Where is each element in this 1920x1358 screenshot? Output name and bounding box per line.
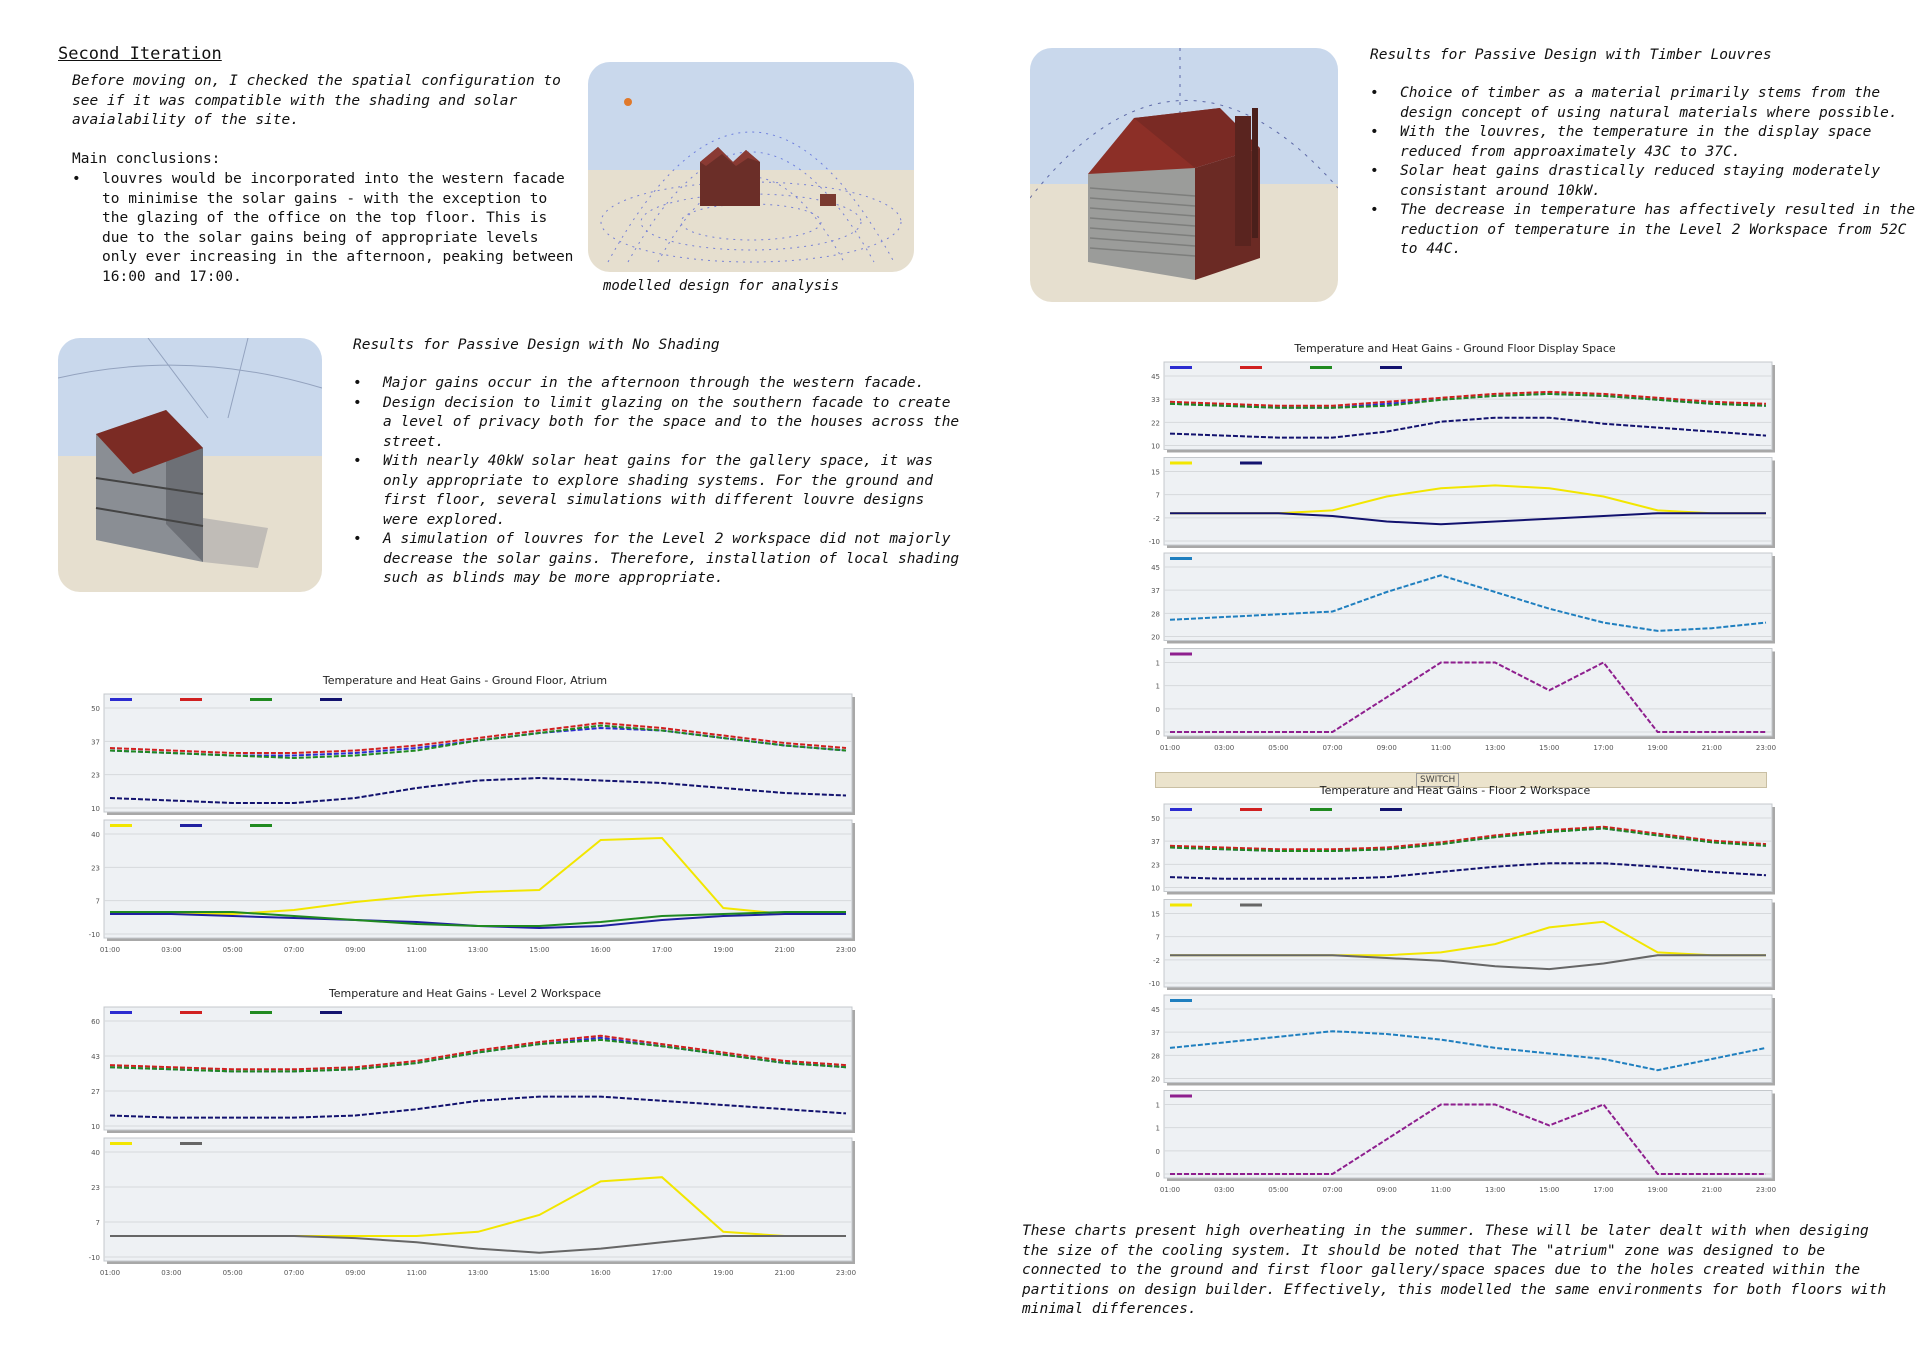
y-tick-label: 23 (91, 1184, 100, 1192)
x-tick-label: 09:00 (345, 1269, 366, 1277)
y-tick-label: 28 (1151, 610, 1160, 619)
x-tick-label: 09:00 (1376, 744, 1397, 752)
x-tick-label: 23:00 (1755, 744, 1777, 752)
chart-title: Temperature and Heat Gains - Floor 2 Workspace (1319, 784, 1591, 797)
chart-svg (1130, 340, 1780, 760)
x-tick-label: 16:00 (590, 946, 611, 954)
chart-title: Temperature and Heat Gains - Ground Floor, Atrium (322, 674, 608, 687)
y-tick-label: 28 (1151, 1052, 1160, 1061)
level2-workspace-chart (70, 985, 860, 1285)
legend-swatch (250, 698, 272, 701)
x-tick-label: 11:00 (406, 1269, 427, 1277)
no-shading-model-image (58, 338, 322, 592)
x-tick-label: 15:00 (1539, 1186, 1560, 1194)
legend-swatch (1240, 366, 1262, 369)
y-tick-label: 60 (91, 1018, 100, 1026)
x-tick-label: 15:00 (529, 1269, 550, 1277)
x-tick-label: 21:00 (1701, 1186, 1722, 1194)
x-tick-label: 21:00 (774, 1269, 795, 1277)
y-tick-label: 23 (91, 771, 100, 780)
x-tick-label: 13:00 (1484, 1186, 1506, 1194)
legend-swatch (1170, 1095, 1192, 1098)
x-tick-label: 13:00 (467, 1269, 489, 1277)
y-tick-label: 33 (1151, 396, 1160, 405)
legend-swatch (110, 1142, 132, 1145)
legend-swatch (320, 698, 342, 701)
legend-swatch (180, 824, 202, 827)
y-tick-label: 0 (1155, 705, 1160, 714)
louvres-item: • The decrease in temperature has affectively resulted in the reduction of temperature in the Level 2 Workspace from 52C to 44C. (1400, 201, 1920, 260)
x-tick-label: 01:00 (1159, 1186, 1181, 1194)
no-shading-title: Results for Passive Design with No Shading (353, 337, 720, 353)
x-tick-label: 17:00 (1593, 744, 1614, 752)
switch-button: SWITCH (1416, 773, 1459, 787)
y-tick-label: 40 (91, 1149, 100, 1157)
no-shading-item: • With nearly 40kW solar heat gains for the gallery space, it was only appropriate to explore shading systems. For the ground and first floor, several simulations with different louvre designs were explored. (383, 452, 963, 530)
no-shading-item: • Major gains occur in the afternoon through the western facade. (383, 374, 963, 394)
y-tick-label: 43 (91, 1053, 100, 1061)
y-tick-label: 7 (1155, 933, 1160, 942)
x-tick-label: 15:00 (1539, 744, 1560, 752)
x-tick-label: 07:00 (283, 946, 305, 954)
y-tick-label: 50 (1151, 815, 1160, 823)
model-caption: modelled design for analysis (603, 278, 840, 294)
chart-panel (104, 1138, 852, 1261)
y-tick-label: 20 (1151, 633, 1160, 642)
y-tick-label: 7 (95, 1219, 100, 1227)
legend-swatch (180, 1142, 202, 1145)
y-tick-label: -2 (1153, 956, 1160, 965)
x-tick-label: 23:00 (1755, 1186, 1777, 1194)
x-tick-label: 17:00 (651, 1269, 673, 1277)
x-tick-label: 07:00 (283, 1269, 305, 1277)
legend-swatch (250, 824, 272, 827)
legend-swatch (110, 824, 132, 827)
x-tick-label: 21:00 (774, 946, 795, 954)
louvres-item: • Solar heat gains drastically reduced staying moderately consistant around 10kW. (1400, 162, 1920, 201)
y-tick-label: 10 (1151, 884, 1160, 893)
intro-paragraph: Before moving on, I checked the spatial configuration to see if it was compatible with the shading and solar avaialability of the site. (72, 73, 570, 128)
y-tick-label: -2 (1153, 514, 1160, 523)
y-tick-label: 40 (91, 831, 100, 839)
legend-swatch (1170, 653, 1192, 656)
y-tick-label: 22 (1151, 419, 1160, 428)
y-tick-label: 10 (91, 805, 100, 813)
legend-swatch (1170, 366, 1192, 369)
bottom-note: These charts present high overheating in the summer. These will be later dealt with when desiging the size of the cooling system. It should be noted that The "atrium" zone was designed to be connected to the ground and first floor gallery/space spaces due to the holes created within the partitions on design builder. Effectively, this modelled the same environments for both floors with minimal differences. (1022, 1223, 1895, 1317)
timber-louvres-model-image (1030, 48, 1338, 302)
legend-swatch (1240, 904, 1262, 907)
sun-marker (624, 98, 632, 106)
x-tick-label: 09:00 (1376, 1186, 1397, 1194)
section-heading: Second Iteration (58, 44, 222, 64)
x-tick-label: 07:00 (1322, 1186, 1343, 1194)
chart-panel (1164, 458, 1772, 546)
y-tick-label: 50 (91, 705, 100, 713)
y-tick-label: 1 (1155, 682, 1160, 691)
legend-swatch (180, 698, 202, 701)
legend-swatch (1170, 462, 1192, 465)
y-tick-label: 15 (1151, 910, 1160, 919)
x-tick-label: 03:00 (161, 1269, 182, 1277)
legend-swatch (1310, 366, 1332, 369)
timber-louvres-title: Results for Passive Design with Timber Louvres (1370, 47, 1772, 63)
x-tick-label: 17:00 (651, 946, 673, 954)
y-tick-label: 37 (1151, 1029, 1160, 1038)
louvres-item: • Choice of timber as a material primarily stems from the design concept of using natural materials where possible. (1400, 84, 1920, 123)
legend-swatch (1240, 808, 1262, 811)
x-tick-label: 15:00 (529, 946, 550, 954)
legend-swatch (1170, 808, 1192, 811)
timber-louvres-list (1370, 84, 1920, 260)
y-tick-label: -10 (1148, 980, 1160, 988)
chart-panel (104, 820, 852, 938)
x-tick-label: 05:00 (1268, 744, 1289, 752)
legend-swatch (1240, 462, 1262, 465)
y-tick-label: 7 (95, 897, 100, 906)
model-analysis-image (588, 62, 914, 272)
legend-swatch (1380, 808, 1402, 811)
y-tick-label: 0 (1155, 729, 1160, 737)
x-tick-label: 07:00 (1322, 744, 1343, 752)
y-tick-label: 10 (1151, 442, 1160, 451)
y-tick-label: 0 (1155, 1171, 1160, 1179)
chart-svg (70, 985, 860, 1285)
x-tick-label: 23:00 (835, 946, 857, 954)
y-tick-label: 1 (1155, 1124, 1160, 1133)
x-tick-label: 11:00 (1430, 744, 1452, 752)
x-tick-label: 19:00 (1647, 1186, 1668, 1194)
chart-title: Temperature and Heat Gains - Ground Floor Display Space (1294, 342, 1616, 355)
x-tick-label: 03:00 (161, 946, 182, 954)
x-tick-label: 05:00 (1268, 1186, 1289, 1194)
no-shading-list (353, 374, 963, 589)
legend-swatch (1310, 808, 1332, 811)
no-shading-item: • Design decision to limit glazing on the southern facade to create a level of privacy both for the space and to the houses across the street. (383, 394, 963, 453)
x-tick-label: 01:00 (99, 1269, 121, 1277)
y-tick-label: 37 (1151, 838, 1160, 847)
floor2-workspace-chart (1130, 782, 1780, 1202)
legend-swatch (110, 698, 132, 701)
y-tick-label: 37 (1151, 587, 1160, 596)
x-tick-label: 05:00 (222, 946, 243, 954)
x-tick-label: 19:00 (713, 1269, 734, 1277)
x-tick-label: 19:00 (713, 946, 734, 954)
x-tick-label: 09:00 (345, 946, 366, 954)
x-tick-label: 01:00 (99, 946, 121, 954)
x-tick-label: 03:00 (1214, 744, 1235, 752)
chart-panel (1164, 900, 1772, 988)
y-tick-label: 45 (1151, 564, 1160, 572)
y-tick-label: -10 (88, 931, 100, 939)
conclusions-list (72, 170, 582, 287)
x-tick-label: 16:00 (590, 1269, 611, 1277)
y-tick-label: 27 (91, 1088, 100, 1096)
x-tick-label: 11:00 (1430, 1186, 1452, 1194)
x-tick-label: 19:00 (1647, 744, 1668, 752)
chart-svg (70, 672, 860, 962)
legend-swatch (1380, 366, 1402, 369)
y-tick-label: -10 (88, 1254, 100, 1262)
y-tick-label: -10 (1148, 538, 1160, 546)
no-shading-item: • A simulation of louvres for the Level 2 workspace did not majorly decrease the solar gains. Therefore, installation of local shading such as blinds may be more appropriate. (383, 530, 963, 589)
atrium-chart (70, 672, 860, 962)
x-tick-label: 03:00 (1214, 1186, 1235, 1194)
louvres-item: • With the louvres, the temperature in the display space reduced from approaximately 43C to 37C. (1400, 123, 1920, 162)
y-tick-label: 15 (1151, 468, 1160, 477)
y-tick-label: 23 (1151, 861, 1160, 870)
y-tick-label: 10 (91, 1123, 100, 1131)
legend-swatch (180, 1011, 202, 1014)
x-tick-label: 13:00 (467, 946, 489, 954)
x-tick-label: 21:00 (1701, 744, 1722, 752)
x-tick-label: 01:00 (1159, 744, 1181, 752)
display-space-chart (1130, 340, 1780, 760)
y-tick-label: 7 (1155, 491, 1160, 500)
legend-swatch (1170, 557, 1192, 560)
chart-svg (1130, 782, 1780, 1202)
chart-title: Temperature and Heat Gains - Level 2 Workspace (328, 987, 602, 1000)
legend-swatch (1170, 999, 1192, 1002)
conclusion-item: • louvres would be incorporated into the western facade to minimise the solar gains - with the exception to the glazing of the office on the top floor. This is due to the solar gains being of appropriate levels only ever increasing in the afternoon, peaking between 16:00 and 17:00. (102, 170, 582, 287)
y-tick-label: 37 (91, 738, 100, 747)
x-tick-label: 23:00 (835, 1269, 857, 1277)
y-tick-label: 1 (1155, 659, 1160, 668)
chart-panel (1164, 553, 1772, 641)
legend-swatch (1170, 904, 1192, 907)
y-tick-label: 20 (1151, 1075, 1160, 1084)
y-tick-label: 0 (1155, 1147, 1160, 1156)
conclusions-label: Main conclusions: (72, 151, 221, 167)
x-tick-label: 17:00 (1593, 1186, 1614, 1194)
x-tick-label: 11:00 (406, 946, 427, 954)
legend-swatch (320, 1011, 342, 1014)
x-tick-label: 13:00 (1484, 744, 1506, 752)
y-tick-label: 45 (1151, 373, 1160, 381)
y-tick-label: 23 (91, 864, 100, 873)
legend-swatch (110, 1011, 132, 1014)
y-tick-label: 1 (1155, 1101, 1160, 1110)
x-tick-label: 05:00 (222, 1269, 243, 1277)
legend-swatch (250, 1011, 272, 1014)
y-tick-label: 45 (1151, 1006, 1160, 1014)
